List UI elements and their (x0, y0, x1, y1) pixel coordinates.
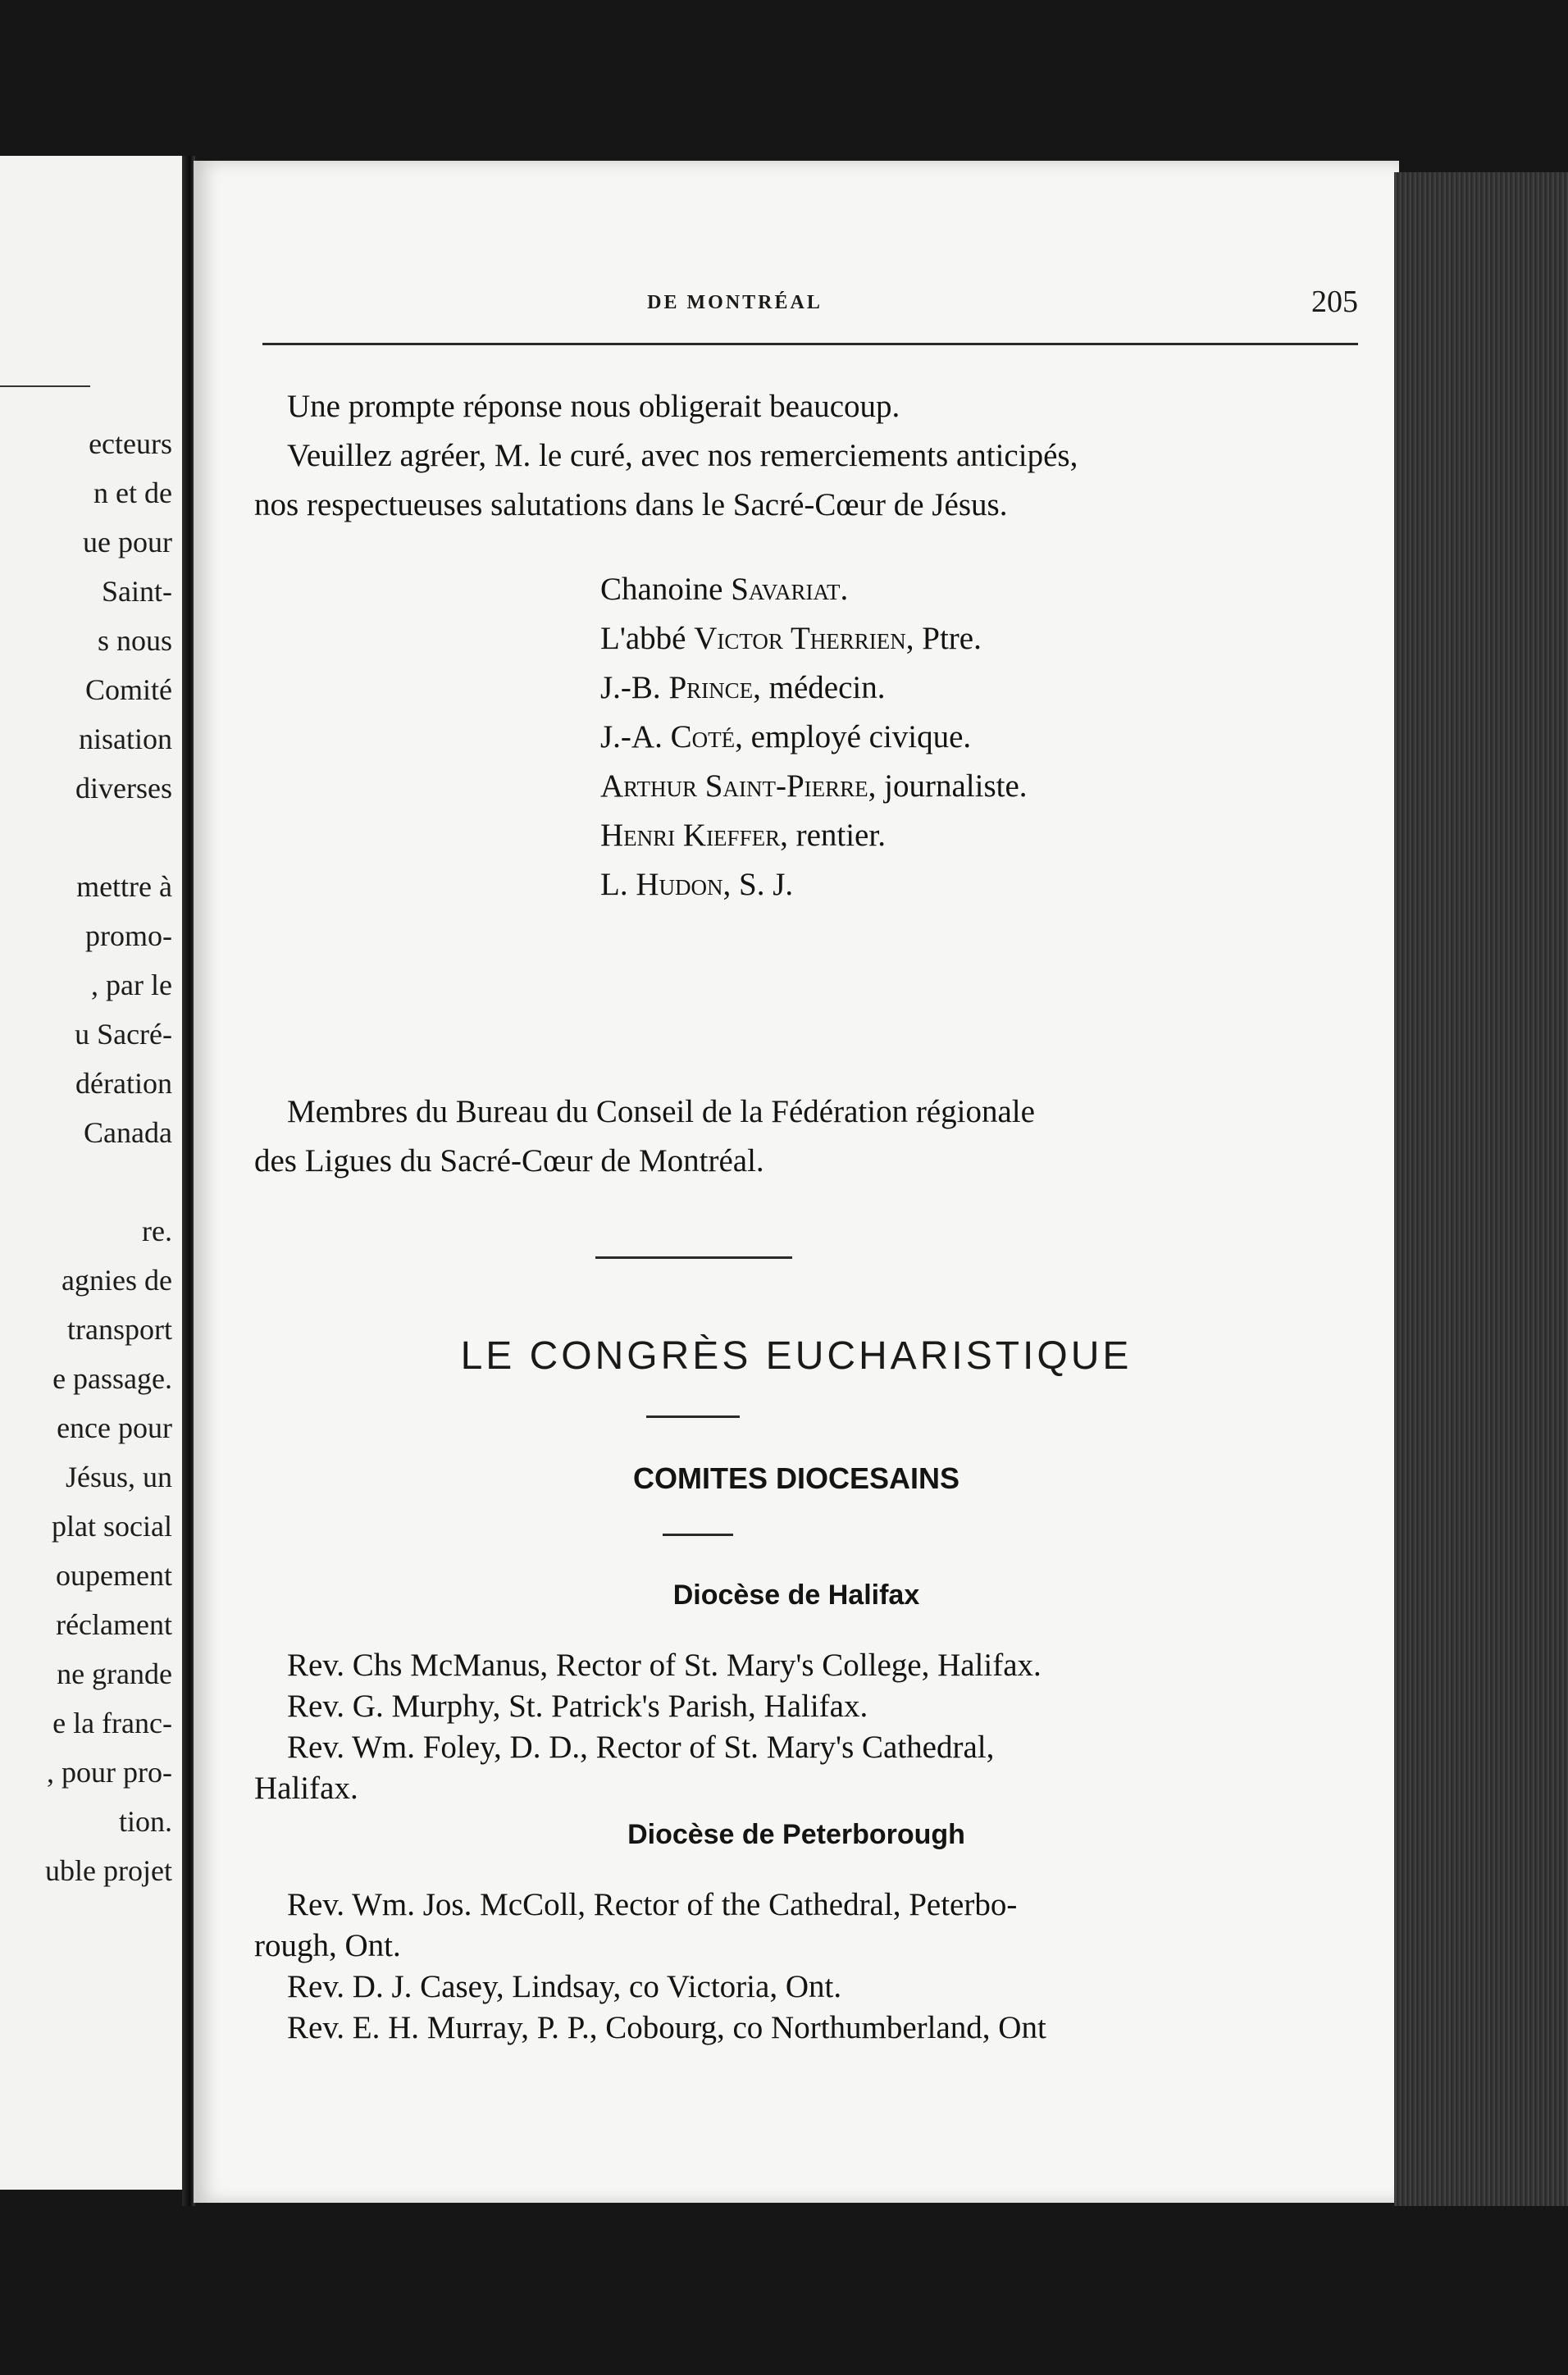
left-page-line: Saint- (102, 575, 172, 608)
signatory-name: Arthur Saint-Pierre (600, 768, 868, 804)
section-divider (595, 1256, 792, 1259)
signatory (600, 817, 886, 854)
left-page-line: uble projet (45, 1854, 172, 1887)
signatory-prefix: J.-B. (600, 670, 669, 705)
committee-member-entry (254, 1645, 1353, 1686)
left-page-line: agnies de (62, 1264, 172, 1297)
signatory-title: , journaliste. (868, 768, 1028, 804)
left-page-line: , pour pro- (47, 1756, 172, 1789)
entry-line: Rev. D. J. Casey, Lindsay, co Victoria, Ont. (287, 1969, 842, 2004)
running-title: DE MONTRÉAL (647, 292, 823, 313)
signatory-name: Henri Kieffer (600, 818, 781, 853)
committee-member-entry (254, 2008, 1353, 2049)
signatory (600, 718, 971, 755)
left-page-line: ue pour (83, 526, 172, 558)
signatory (600, 669, 886, 706)
header-rule (262, 343, 1358, 345)
left-page-line: diverses (75, 772, 172, 805)
signatory (600, 768, 1028, 805)
entry-line: Rev. Wm. Foley, D. D., Rector of St. Mary's Cathedral, (287, 1730, 995, 1765)
left-page-line: transport (67, 1313, 172, 1346)
committee-member-entry (254, 1967, 1353, 2008)
left-page-line: s nous (97, 624, 172, 657)
committee-member-entry (254, 1686, 1353, 1727)
committees-subtitle: COMITES DIOCESAINS (632, 1461, 960, 1495)
members-line1: Membres du Bureau du Conseil de la Fédération régionale (287, 1094, 1035, 1129)
signatory (600, 571, 848, 608)
signatory-name: Savariat (731, 572, 841, 607)
signatory-name: Hudon (636, 867, 723, 902)
signatory (600, 866, 793, 903)
signatory-title: , rentier. (780, 818, 886, 853)
left-page-line: promo- (85, 919, 172, 952)
subtitle-divider (663, 1534, 733, 1536)
left-page-line: e passage. (52, 1362, 172, 1395)
title-divider (646, 1415, 740, 1418)
diocese-heading: Diocèse de Halifax (672, 1580, 920, 1611)
signatory (600, 620, 982, 657)
signatory-title: . (840, 572, 849, 607)
entry-line: Rev. G. Murphy, St. Patrick's Parish, Halifax. (287, 1689, 868, 1724)
section-title: LE CONGRÈS EUCHARISTIQUE (460, 1334, 1133, 1378)
committee-member-entry (254, 1727, 1353, 1809)
left-page-line: mettre à (76, 870, 172, 903)
signatory-name: Prince (668, 670, 754, 705)
entry-continuation: Halifax. (254, 1771, 358, 1806)
signatory-prefix: J.-A. (600, 719, 671, 754)
left-page-line: dération (75, 1067, 172, 1100)
left-page-line: nisation (79, 723, 172, 755)
left-page-line: Comité (85, 673, 172, 706)
left-page-line: Canada (84, 1116, 172, 1149)
paragraph-prompt-reply: Une prompte réponse nous obligerait beaucoup. (287, 389, 900, 424)
signatory-name: Victor Therrien (694, 621, 906, 656)
running-head (259, 285, 1358, 333)
signatory-title: , Ptre. (905, 621, 982, 656)
entry-line: Rev. Wm. Jos. McColl, Rector of the Cathedral, Peterbo- (287, 1887, 1018, 1922)
diocese-heading: Diocèse de Peterborough (627, 1819, 965, 1850)
left-page-line: tion. (118, 1805, 172, 1838)
paragraph-greeting-line2: nos respectueuses salutations dans le Sacré-Cœur de Jésus. (254, 487, 1008, 522)
signatory-title: , S. J. (722, 867, 794, 902)
signatory-name: Coté (670, 719, 736, 754)
left-page-line: e la franc- (52, 1707, 172, 1739)
members-line2: des Ligues du Sacré-Cœur de Montréal. (254, 1143, 764, 1178)
left-page-line: plat social (52, 1510, 172, 1543)
left-page-line: n et de (93, 476, 172, 509)
signatory-prefix: Chanoine (600, 572, 732, 607)
left-page-line: re. (142, 1215, 172, 1247)
left-page-line: ne grande (57, 1657, 172, 1690)
left-page-line: u Sacré- (75, 1018, 172, 1051)
paragraph-greeting-line1: Veuillez agréer, M. le curé, avec nos remerciements anticipés, (287, 438, 1078, 473)
entry-continuation: rough, Ont. (254, 1928, 401, 1963)
left-page-line: Jésus, un (65, 1461, 172, 1493)
left-page-line: oupement (56, 1559, 172, 1592)
committee-member-entry (254, 1885, 1353, 1967)
signatory-prefix: L. (600, 867, 636, 902)
signatory-title: , employé civique. (735, 719, 972, 754)
entry-line: Rev. Chs McManus, Rector of St. Mary's College, Halifax. (287, 1648, 1042, 1683)
left-page-line: ecteurs (89, 427, 172, 460)
entry-line: Rev. E. H. Murray, P. P., Cobourg, co Northumberland, Ont (287, 2010, 1046, 2045)
page-number: 205 (1311, 285, 1358, 319)
left-page-rule (0, 385, 90, 387)
page (194, 161, 1399, 2203)
left-page-line: ence pour (57, 1411, 172, 1444)
left-page-line: réclament (56, 1608, 172, 1641)
signatory-prefix: L'abbé (600, 621, 695, 656)
left-page-fragment (0, 156, 187, 2190)
page-stack-edge (1394, 172, 1568, 2206)
signatory-title: , médecin. (753, 670, 886, 705)
left-page-line: , par le (91, 969, 172, 1001)
